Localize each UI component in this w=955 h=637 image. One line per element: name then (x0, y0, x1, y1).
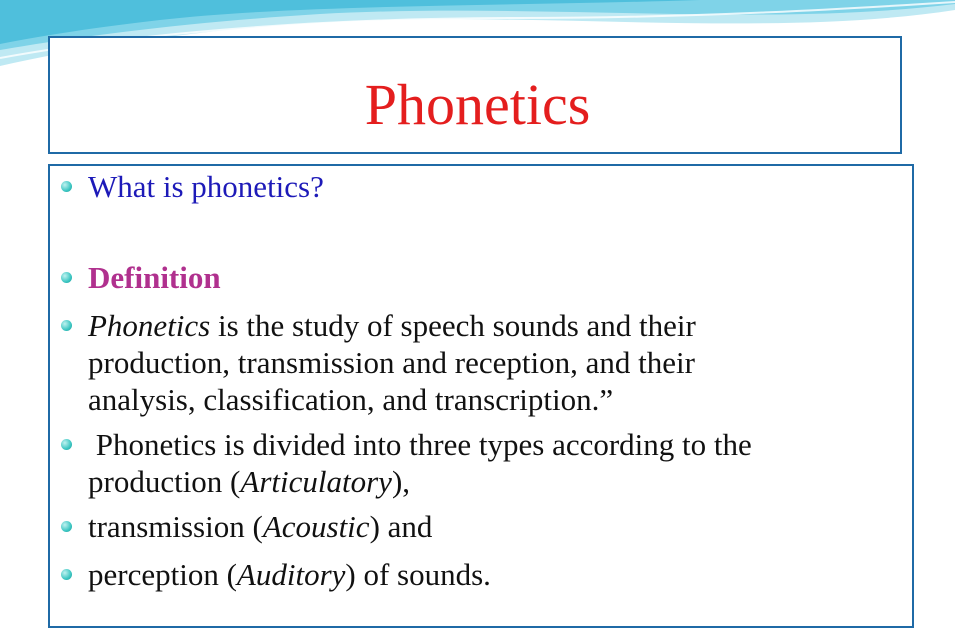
bullet-icon (61, 320, 72, 331)
definition-line-1-rest: is the study of speech sounds and their (210, 308, 696, 343)
term-auditory: Auditory (236, 557, 346, 592)
bullet-perception (88, 556, 898, 593)
perception-pre: perception ( (88, 557, 237, 592)
bullet-icon (61, 569, 72, 580)
definition-line-3: analysis, classification, and transcription.” (88, 382, 614, 417)
bullet-what-is-phonetics: What is phonetics? (88, 169, 324, 204)
perception-post: ) of sounds. (345, 557, 491, 592)
definition-line-2: production, transmission and reception, and their (88, 345, 695, 380)
types-line-2 (88, 463, 898, 500)
transmission-post: ) and (369, 509, 433, 544)
bullet-types (88, 426, 898, 500)
term-articulatory: Articulatory (240, 464, 392, 499)
types-line-2-post: ), (391, 464, 411, 499)
types-line-1: Phonetics is divided into three types according to the (88, 427, 752, 462)
transmission-pre: transmission ( (88, 509, 263, 544)
bullet-transmission (88, 508, 898, 545)
bullet-icon (61, 521, 72, 532)
slide-title: Phonetics (364, 72, 591, 137)
definition-line-1 (88, 307, 898, 344)
bullet-icon (61, 272, 72, 283)
bullet-icon (61, 181, 72, 192)
bullet-icon (61, 439, 72, 450)
term-phonetics: Phonetics (88, 308, 211, 343)
term-acoustic: Acoustic (262, 509, 370, 544)
bullet-definition: Definition (88, 260, 221, 295)
types-line-2-pre: production ( (88, 464, 241, 499)
bullet-definition-text (88, 307, 898, 418)
